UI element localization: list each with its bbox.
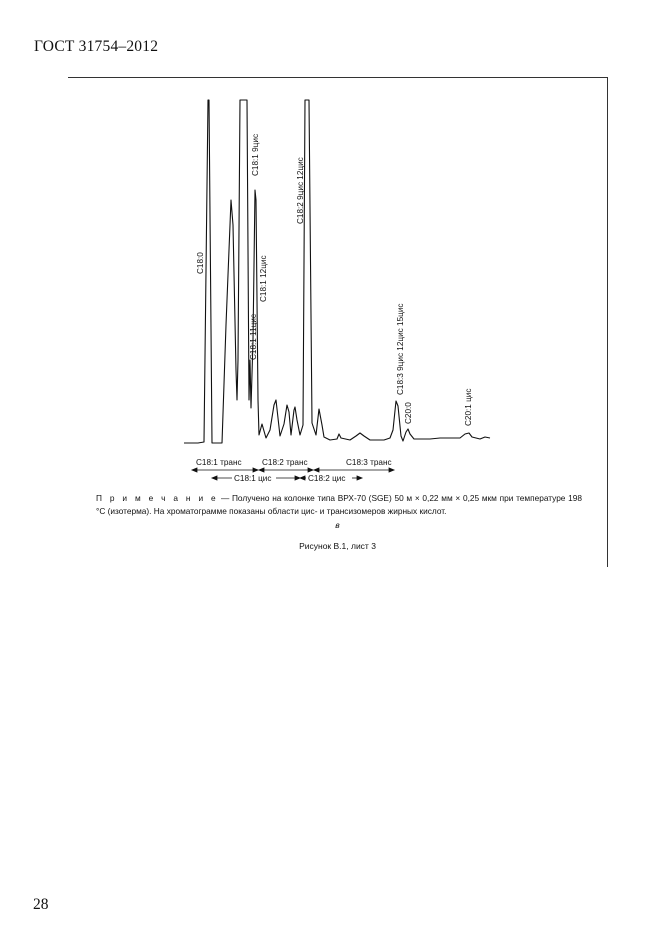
region-label-c18-1-cis: C18:1 цис [234,474,272,483]
peak-label-c18-3-9-12-15cis: C18:3 9цис 12цис 15цис [396,303,405,395]
peak-label-c18-1-11cis: C18:1 11цис [249,314,258,360]
region-label-c18-3-trans: C18:3 транс [346,458,392,467]
peak-label-c20-0: C20:0 [404,402,413,424]
peak-label-c20-1-cis: C20:1 цис [464,388,473,426]
region-arrow-c18-2-trans [259,468,313,472]
chromatogram-trace [184,100,490,443]
region-label-c18-1-trans: C18:1 транс [196,458,242,467]
note-text: — Получено на колонке типа ВРХ-70 (SGE) 50 м × 0,22 мм × 0,25 мкм при температуре 198 °С (изотерма). На хроматограмме показаны области цис- и трансизомеров жирных кислот. [96,493,582,516]
page-number: 28 [33,896,49,913]
peak-label-c18-1-9cis: C18:1 9цис [251,133,260,176]
region-label-c18-2-trans: C18:2 транс [262,458,308,467]
region-arrow-c18-1-trans [192,468,258,472]
note-prefix: П р и м е ч а н и е [96,493,219,503]
figure-caption: Рисунок В.1, лист 3 [299,541,376,551]
peak-label-c18-1-12cis: C18:1 12цис [259,255,268,302]
document-code: ГОСТ 31754–2012 [34,38,159,55]
region-label-c18-2-cis: C18:2 цис [308,474,346,483]
peak-label-c18-0: C18:0 [196,252,205,274]
figure-note [96,492,582,517]
region-arrow-c18-3-trans [314,468,394,472]
peak-label-c18-2-9-12cis: C18:2 9цис 12цис [296,157,305,224]
figure-sub-letter: в [335,520,340,530]
